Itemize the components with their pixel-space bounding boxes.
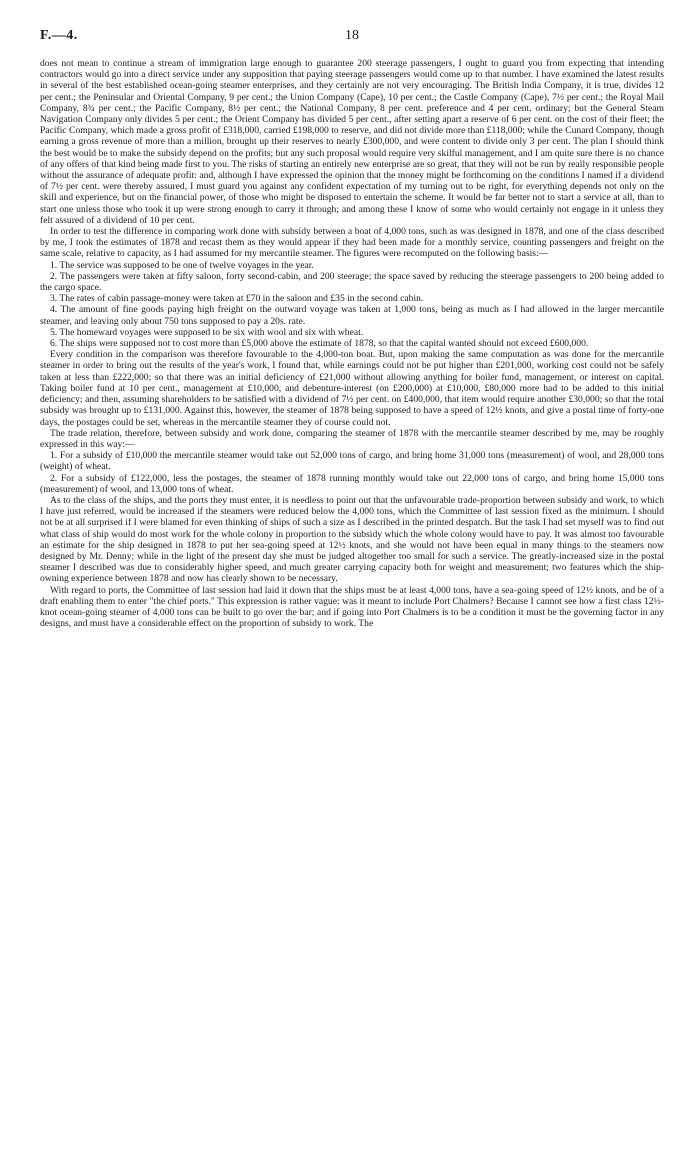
list-item: 1. For a subsidy of £10,000 the mercantile steamer would take out 52,000 tons of cargo, and bring home 31,000 tons (measurement) of wool, and 28,000 tons (weight) of wheat.	[40, 450, 664, 473]
list-item: 3. The rates of cabin passage-money were taken at £70 in the saloon and £35 in the second cabin.	[50, 293, 424, 305]
paragraph: The trade relation, therefore, between subsidy and work done, comparing the steamer of 1878 with the mercantile steamer described by me, may be roughly expressed in this way:—	[40, 427, 664, 450]
paragraph: Every condition in the comparison was therefore favourable to the 4,000-ton boat. But, upon making the same computation as was done for the mercantile steamer in order to bring out the results of the year's work, I found that, while earnings could not be put higher than £201,000, working cost could not be safely taken at less than £222,000; so that there was an initial deficiency of £21,000 without allowing anything for boiler fund, management, or interest on capital. Taking boiler fund at 10 per cent., management at £10,000, and debenture-interest (on £200,000) at £10,000, £80,000 more had to be added to this initial deficiency; and then, assuming shareholders to be satisfied with a dividend of 7½ per cent. on £400,000, that item would require another £30,000; so that the total subsidy was brought up to £131,000. Against this, however, the steamer of 1878 being supposed to have a speed of 12½ knots, and give a postal time of forty-one days, the postages could be set, whereas in the mercantile steamer they of course could not.	[40, 349, 664, 428]
list-item: 2. For a subsidy of £122,000, less the postages, the steamer of 1878 running monthly would take out 22,000 tons of cargo, and bring home 15,000 tons (measurement) of wool, and 13,000 tons of wheat.	[40, 472, 664, 495]
page-header	[40, 28, 664, 54]
paragraph: As to the class of the ships, and the ports they must enter, it is needless to point out that the unfavourable trade-proportion between subsidy and work, to which I have just referred, would be increased if the steamers were reduced below the 4,000 tons, which the Committee of last session fixed as the minimum. I should not be at all surprised if I were blamed for even thinking of ships of such a size as I described in the printed despatch. But the task I had set myself was to find out what class of ship would do most work for the whole colony in proportion to the subsidy which the whole colony would have to pay. It was almost too favourable an estimate for the ship designed in 1878 to put her sea-going speed at 12½ knots, and she would not have been equal in many things to the steamers now designed by Mr. Denny; while in the light of the present day she must be judged altogether too small for such a service. The greatly-increased size in the postal steamer I described was due to considerably higher speed, and much greater carrying capacity both for weight and measurement; two features which the ship-owning experience between 1878 and now has clearly shown to be necessary.	[40, 494, 664, 585]
document-page	[40, 28, 664, 629]
list-item: 1. The service was supposed to be one of twelve voyages in the year.	[50, 259, 314, 271]
paragraph: In order to test the difference in comparing work done with subsidy between a boat of 4,000 tons, such as was designed in 1878, and one of the class described by me, I took the estimates of 1878 and recast them as they would appear if they had been made for a monthly service, counting passengers and freight on the same scale, relative to capacity, as I had assumed for my mercantile steamer. The figures were recomputed on the following basis:—	[40, 226, 664, 260]
page-number: 18	[345, 28, 359, 43]
list-item: 2. The passengers were taken at fifty saloon, forty second-cabin, and 200 steerage; the space saved by reducing the steerage passengers to 200 being added to the cargo space.	[40, 270, 664, 294]
paragraph: does not mean to continue a stream of immigration large enough to guarantee 200 steerage passengers, I ought to guard you from expecting that intending contractors would go into a direct service under any supposition that paying steerage passengers would come up to that number. I have examined the latest results in several of the best established ocean-going steamer enterprises, and they certainly are not very encouraging. The British India Company, it is true, divides 12 per cent.; the Peninsular and Oriental Company, 9 per cent.; the Union Company (Cape), 10 per cent.; the Castle Company (Cape), 7½ per cent.; the Royal Mail Company, 8¾ per cent.; the Pacific Company, 8½ per cent.; the National Company, 8 per cent. preference and 4 per cent. ordinary; but the General Steam Navigation Company only divides 5 per cent.; the Orient Company has divided 5 per cent., after setting apart a reserve of 6 per cent. on the cost of their fleet; the Pacific Company, which made a gross profit of £318,000, carried £198,000 to reserve, and did not divide more than £118,000; while the Cunard Company, though earning a gross revenue of more than a million, brought up their reserves to nearly £300,000, and were content to divide only 3 per cent. The plan I should think the best would be to make the subsidy depend on the profits; but any such proposal would require very skilful management, and I am quite sure there is no chance of any offers of that kind being made first to you. The risks of starting an entirely new enterprise are so great, that they will not be run by really responsible people without the assurance of adequate profit: and, although I have expressed the opinion that the money might be forthcoming on the conditions I named if a dividend of 7½ per cent. were thereby assured, I must guard you against any confident expectation of my turning out to be right, for everything depends not only on the skill and experience, but on the financial power, of those who might be disposed to entertain the scheme. It would be far better not to start a service at all, than to start one unless those who took it up were strong enough to carry it through; and among these I know of some who would certainly not engage in it unless they felt assured of a dividend of 10 per cent.	[40, 58, 664, 226]
list-item: 4. The amount of fine goods paying high freight on the outward voyage was taken at 1,000 tons, being as much as I had allowed in the larger mercantile steamer, and leaving only about 750 tons supposed to pay a 20s. rate.	[40, 304, 664, 327]
body-text	[40, 58, 664, 629]
document-reference: F.—4.	[40, 28, 78, 43]
paragraph: With regard to ports, the Committee of last session had laid it down that the ships must be at least 4,000 tons, have a sea-going speed of 12½ knots, and be of a draft enabling them to enter "the chief ports." This expression is rather vague: was it meant to include Port Chalmers? Because I cannot see how a first class 12½-knot ocean-going steamer of 4,000 tons can be built to go over the bar; and if going into Port Chalmers is to be a condition it must be the governing factor in any designs, and must have a considerable effect on the proportion of subsidy to work. The	[40, 584, 664, 630]
list-item: 5. The homeward voyages were supposed to be six with wool and six with wheat.	[50, 326, 364, 338]
list-item: 6. The ships were supposed not to cost more than £5,000 above the estimate of 1878, so that the capital wanted should not exceed £600,000.	[50, 338, 589, 350]
